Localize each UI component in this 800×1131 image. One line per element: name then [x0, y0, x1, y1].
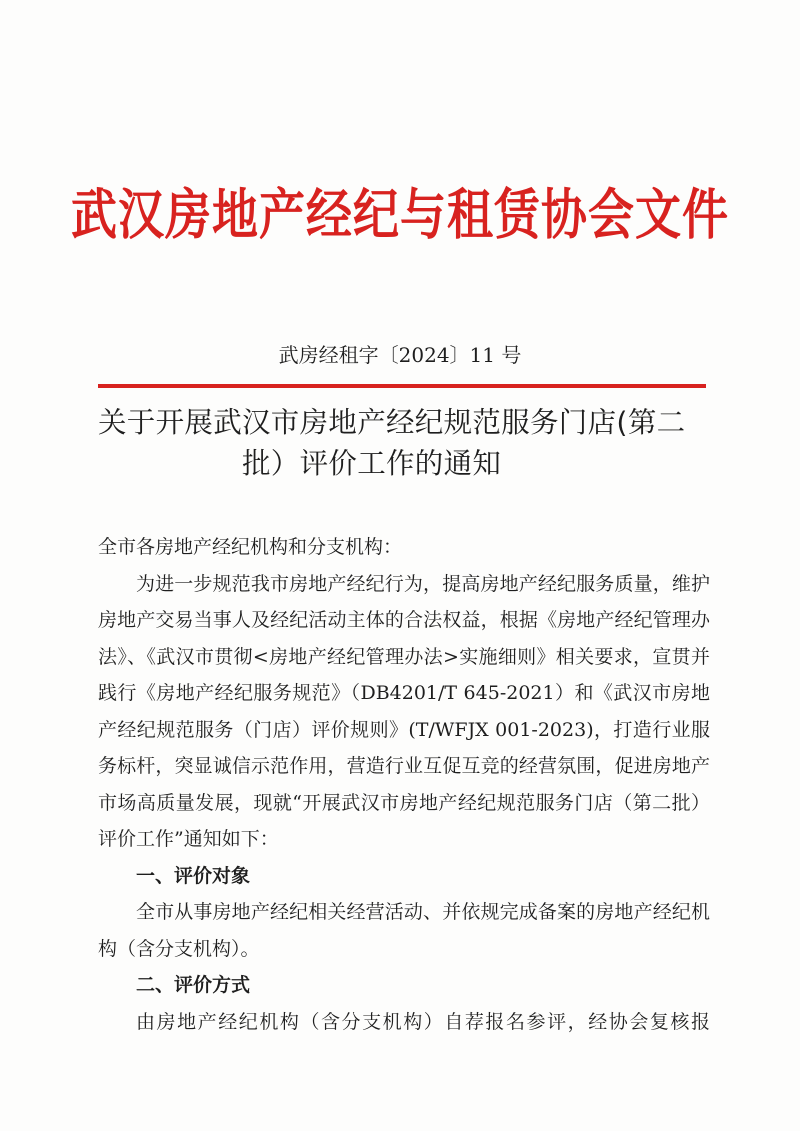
title-line-1: 关于开展武汉市房地产经纪规范服务门店(第二 [98, 406, 686, 439]
document-body [98, 529, 710, 1040]
section-1-paragraph: 全市从事房地产经纪相关经营活动、并依规完成备案的房地产经纪机构（含分支机构）。 [98, 901, 710, 960]
title-line-2: 批）评价工作的通知 [242, 447, 502, 480]
section-2-paragraph: 由房地产经纪机构（含分支机构）自荐报名参评，经协会复核报 [136, 1010, 710, 1033]
masthead-title: 武汉房地产经纪与租赁协会文件 [71, 182, 729, 247]
red-divider-line [98, 384, 706, 388]
document-number: 武房经租字〔2024〕11 号 [278, 343, 522, 367]
intro-paragraph: 为进一步规范我市房地产经纪行为，提高房地产经纪服务质量，维护房地产交易当事人及经纪活动主体的合法权益，根据《房地产经纪管理办法》、《武汉市贯彻<房地产经纪管理办法>实施细则》相关要求，宣贯并践行《房地产经纪服务规范》（DB4201/T 645-2021）和《武汉市房地产经纪规范服务（门店）评价规则》(T/WFJX 001-2023)，打造行业服务标杆，突显诚信示范作用，营造行业互促互竞的经营氛围，促进房地产市场高质量发展，现就“开展武汉市房地产经纪规范服务门店（第二批）评价工作”通知如下： [98, 572, 710, 850]
notice-title [98, 402, 708, 484]
section-1-heading: 一、评价对象 [136, 864, 251, 887]
section-2-heading: 二、评价方式 [136, 974, 251, 996]
salutation: 全市各房地产经纪机构和分支机构： [98, 536, 403, 558]
